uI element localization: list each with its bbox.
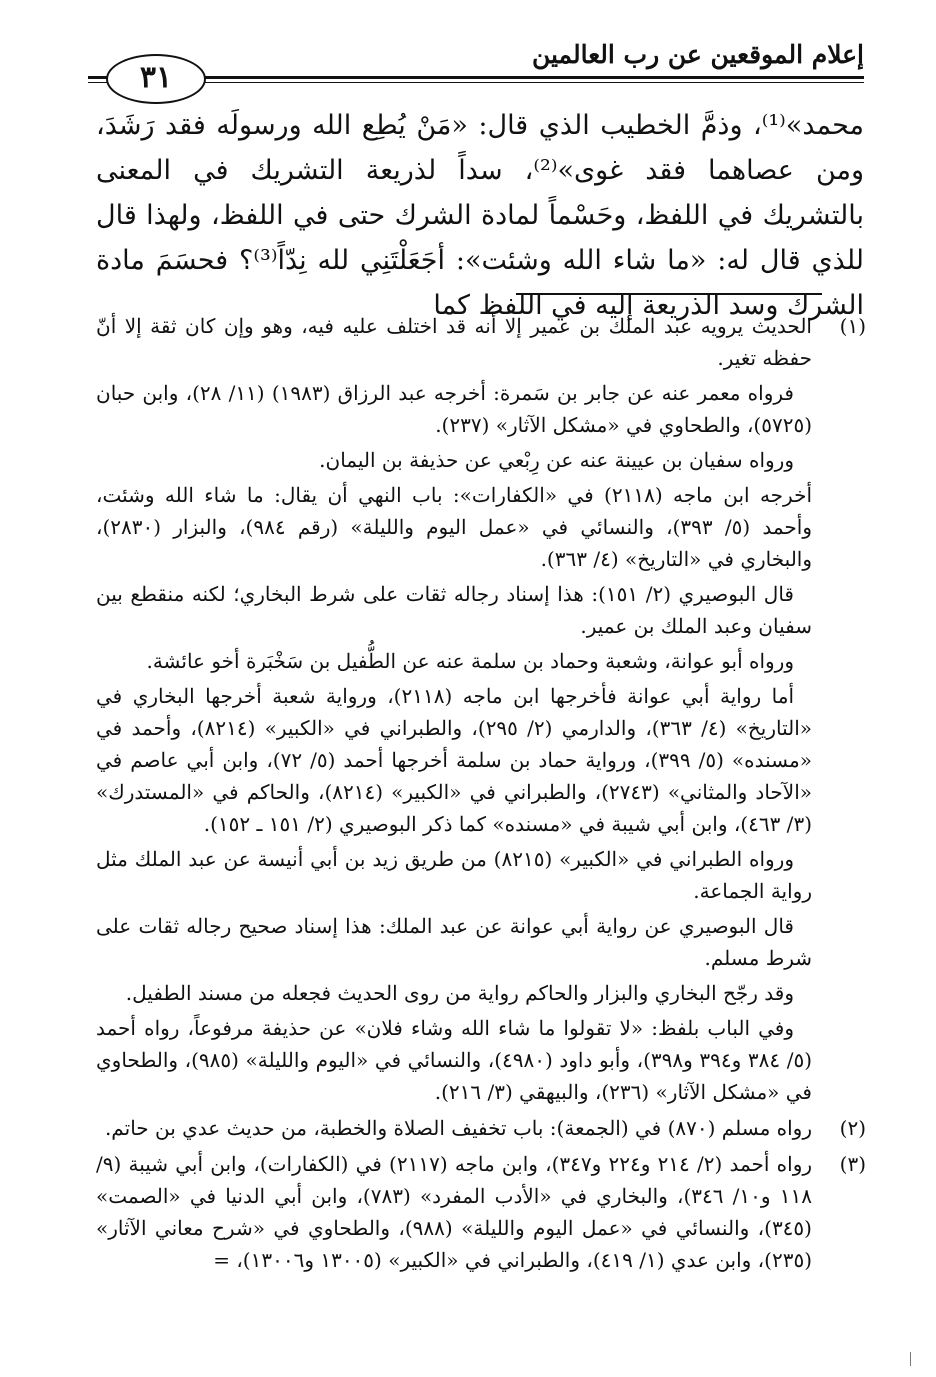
footnote-paragraph: وقد رجّح البخاري والبزار والحاكم رواية من روى الحديث فجعله من مسند الطفيل. [125, 981, 794, 1005]
page-number-badge: ٣١ [106, 54, 206, 104]
footnote-paragraph: فرواه معمر عنه عن جابر بن سَمرة: أخرجه عبد الرزاق (١٩٨٣) (١١/ ٢٨)، وابن حبان (٥٧٢٥)، والطحاوي في «مشكل الآثار» (٢٣٧). [96, 381, 812, 437]
footnote-number: (١) [839, 314, 866, 338]
footnote-2 [96, 1112, 866, 1144]
footnote-number: (٢) [839, 1116, 866, 1140]
footnote-number: (٣) [839, 1152, 866, 1176]
footnote-paragraph: ورواه سفيان بن عيينة عنه عن رِبْعي عن حذيفة بن اليمان. [319, 448, 794, 472]
footnote-paragraph: أخرجه ابن ماجه (٢١١٨) في «الكفارات»: باب النهي أن يقال: ما شاء الله وشئت، وأحمد (٥/ ٣٩٣)، والنسائي في «عمل اليوم والليلة» (رقم ٩٨٤)، والبزار (٢٨٣٠)، والبخاري في «التاريخ» (٤/ ٣٦٣). [96, 483, 813, 571]
footnote-separator [516, 293, 822, 295]
footnote-paragraph: رواه أحمد (٢/ ٢١٤ و٢٢٤ و٣٤٧)، وابن ماجه (٢١١٧) في (الكفارات)، وابن أبي شيبة (٩/ ١١٨ و١٠/ ٣٤٦)، والبخاري في «الأدب المفرد» (٧٨٣)، وابن أبي الدنيا في «الصمت» (٣٤٥)، والنسائي في «عمل اليوم والليلة» (٩٨٨)، والطحاوي في «شرح معاني الآثار» (٢٣٥)، وابن عدي (١/ ٤١٩)، والطبراني في «الكبير» (١٣٠٠٥ و١٣٠٠٦)، = [96, 1152, 813, 1272]
page-edge-mark [910, 1352, 911, 1366]
footnote-paragraph: أما رواية أبي عوانة فأخرجها ابن ماجه (٢١١٨)، ورواية شعبة أخرجها البخاري في «التاريخ» (٤/ ٣٦٣)، والدارمي (٢/ ٢٩٥)، والطبراني في «الكبير» (٨٢١٤)، وأحمد في «مسنده» (٥/ ٣٩٩)، ورواية حماد بن سلمة أخرجها أحمد (٥/ ٧٢)، وابن أبي عاصم في «الآحاد والمثاني» (٢٧٤٣)، والطبراني في «الكبير» (٨٢١٤)، والحاكم في «المستدرك» (٣/ ٤٦٣)، وابن أبي شيبة في «مسنده» كما ذكر البوصيري (٢/ ١٥١ ـ ١٥٢). [96, 684, 813, 836]
footnote-paragraph: ورواه الطبراني في «الكبير» (٨٢١٥) من طريق زيد بن أبي أنيسة عن عبد الملك مثل رواية الجماعة. [96, 847, 812, 903]
footnote-paragraph: وفي الباب بلفظ: «لا تقولوا ما شاء الله وشاء فلان» عن حذيفة مرفوعاً، رواه أحمد (٥/ ٣٨٤ و٣٩٤ و٣٩٨)، وأبو داود (٤٩٨٠)، والنسائي في «اليوم والليلة» (٩٨٥)، والطحاوي في «مشكل الآثار» (٢٣٦)، والبيهقي (٣/ ٢١٦). [96, 1016, 813, 1104]
footnote-3 [96, 1148, 866, 1276]
footnote-paragraph: قال البوصيري (٢/ ١٥١): هذا إسناد رجاله ثقات على شرط البخاري؛ لكنه منقطع بين سفيان وعبد الملك بن عمير. [96, 582, 812, 638]
footnote-paragraph: قال البوصيري عن رواية أبي عوانة عن عبد الملك: هذا إسناد صحيح رجاله ثقات على شرط مسلم. [96, 914, 812, 970]
footnote-1 [96, 310, 866, 1108]
footnotes [96, 310, 866, 1280]
footnote-paragraph: ورواه أبو عوانة، وشعبة وحماد بن سلمة عنه عن الطُّفيل بن سَخْبَرة أخو عائشة. [146, 649, 794, 673]
footnote-paragraph: الحديث يرويه عبد الملك بن عمير إلا أنه قد اختلف عليه فيه، وهو وإن كان ثقة إلا أنّ حفظه تغير. [96, 314, 812, 370]
main-paragraph: محمد»⁽¹⁾، وذمَّ الخطيب الذي قال: «مَنْ يُطِع الله ورسولَه فقد رَشَدَ، ومن عصاهما فقد غوى»⁽²⁾، سداً لذريعة التشريك في المعنى بالتشريك في اللفظ، وحَسْماً لمادة الشرك حتى في اللفظ، ولهذا قال للذي قال له: «ما شاء الله وشئت»: أجَعَلْتَنِي لله نِدّاً⁽³⁾؟ فحسَمَ مادة الشرك وسد الذريعة إليه في اللفظ كما [96, 110, 864, 321]
footnote-paragraph: رواه مسلم (٨٧٠) في (الجمعة): باب تخفيف الصلاة والخطبة، من حديث عدي بن حاتم. [104, 1116, 812, 1140]
running-header-title: إعلام الموقعين عن رب العالمين [531, 40, 864, 69]
